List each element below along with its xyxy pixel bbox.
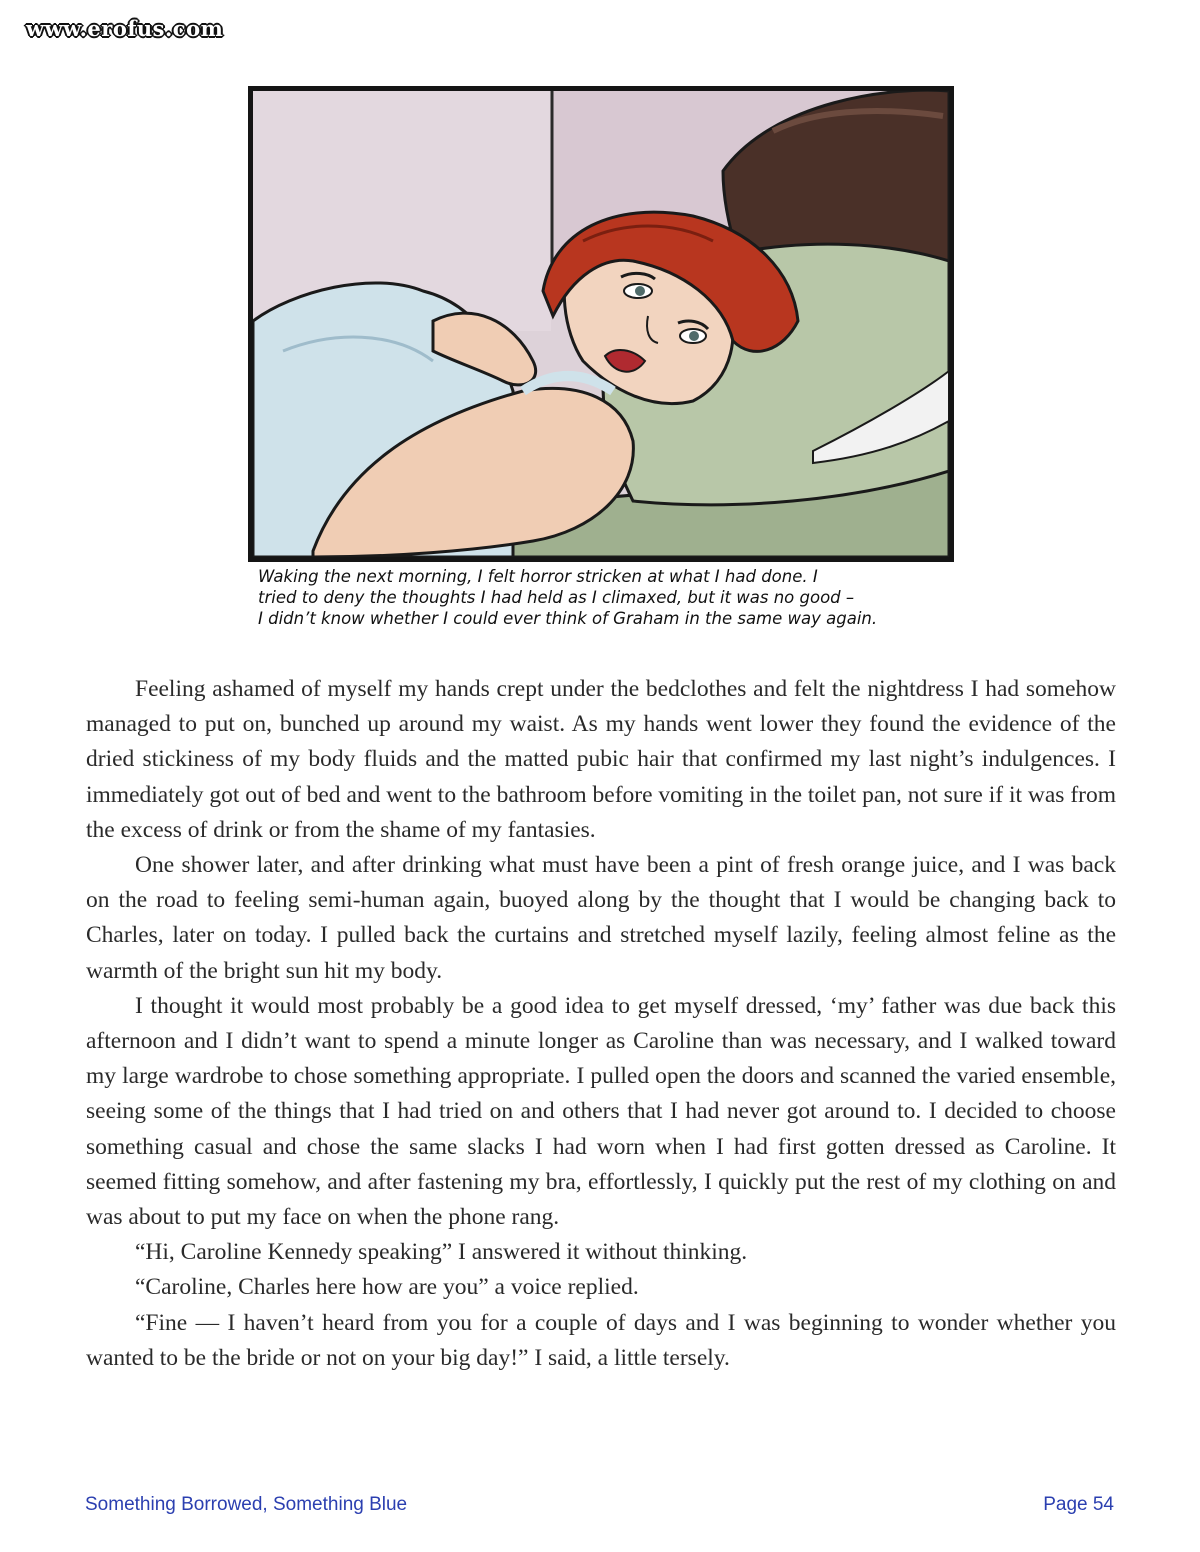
footer-page-number: Page 54 <box>1043 1494 1114 1515</box>
paragraph: “Caroline, Charles here how are you” a voice replied. <box>135 1274 639 1301</box>
paragraph: “Fine — I haven’t heard from you for a couple of days and I was beginning to wonder whether you wanted to be the bride or not on your big day!” I said, a little tersely. <box>86 1309 1116 1371</box>
paragraph: “Hi, Caroline Kennedy speaking” I answered it without thinking. <box>135 1239 748 1266</box>
site-watermark: www.erofus.com <box>26 16 224 41</box>
paragraph: I thought it would most probably be a good idea to get myself dressed, ‘my’ father was due back this afternoon and I didn’t want to spend a minute longer as Caroline than was necessary, and I walked toward my large wardrobe to chose something appropriate. I pulled open the doors and scanned the varied ensemble, seeing some of the things that I had tried on and others that I had never got around to. I decided to choose something casual and chose the same slacks I had worn when I had first gotten dressed as Caroline. It seemed fitting somehow, and after fastening my bra, effortlessly, I quickly put the rest of my clothing on and was about to put my face on when the phone rang. <box>86 992 1116 1231</box>
panel-caption <box>258 566 978 629</box>
footer-book-title: Something Borrowed, Something Blue <box>85 1494 408 1515</box>
comic-illustration <box>253 91 949 557</box>
caption-line: I didn’t know whether I could ever think of Graham in the same way again. <box>258 609 878 628</box>
story-body <box>86 672 1116 1376</box>
comic-panel <box>248 86 954 562</box>
caption-line: tried to deny the thoughts I had held as I climaxed, but it was no good – <box>258 588 855 607</box>
paragraph: One shower later, and after drinking what must have been a pint of fresh orange juice, and I was back on the road to feeling semi-human again, buoyed along by the thought that I would be changing back to Charles, later on today. I pulled back the curtains and stretched myself lazily, feeling almost feline as the warmth of the bright sun hit my body. <box>86 852 1116 984</box>
paragraph: Feeling ashamed of myself my hands crept under the bedclothes and felt the nightdress I had somehow managed to put on, bunched up around my waist. As my hands went lower they found the evidence of the dried stickiness of my body fluids and the matted pubic hair that confirmed my last night’s indulgences. I immediately got out of bed and went to the bathroom before vomiting in the toilet pan, not sure if it was from the excess of drink or from the shame of my fantasies. <box>86 676 1116 843</box>
caption-line: Waking the next morning, I felt horror stricken at what I had done. I <box>258 567 818 586</box>
